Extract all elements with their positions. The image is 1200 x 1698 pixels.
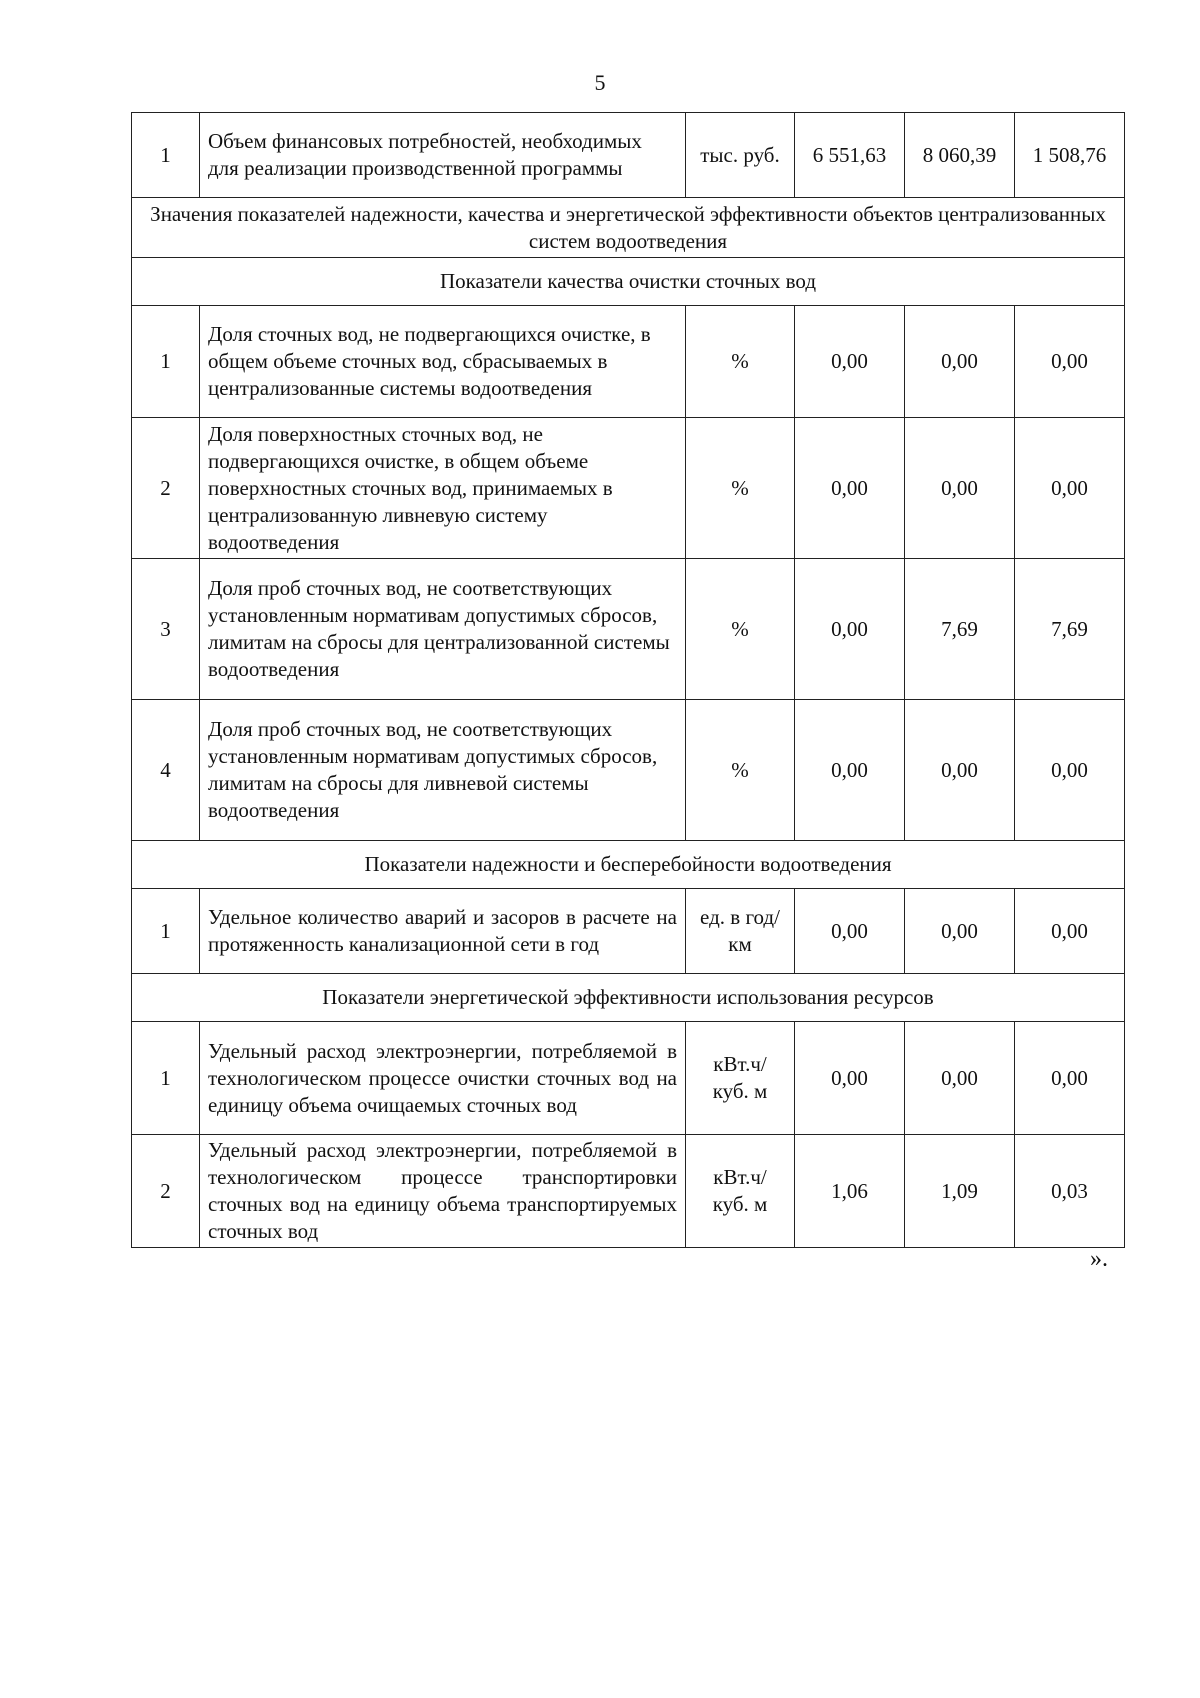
table-row [132, 559, 1125, 700]
table-row [132, 889, 1125, 974]
section-title: Показатели качества очистки сточных вод [132, 258, 1125, 306]
row-value-1: 0,00 [795, 700, 905, 841]
row-number: 1 [132, 306, 200, 418]
row-unit: кВт.ч/ куб. м [686, 1135, 795, 1248]
row-indicator-name: Удельный расход электроэнергии, потребляемой в технологическом процессе транспортировки сточных вод на единицу объема транспортируемых сточных вод [200, 1135, 686, 1248]
row-unit: тыс. руб. [686, 113, 795, 198]
row-indicator-name: Доля сточных вод, не подвергающихся очистке, в общем объеме сточных вод, сбрасываемых в централизованные системы водоотведения [200, 306, 686, 418]
row-number: 2 [132, 418, 200, 559]
page-number: 5 [594, 70, 606, 95]
row-indicator-name: Удельное количество аварий и засоров в расчете на протяженность канализационной сети в год [200, 889, 686, 974]
section-title: Показатели энергетической эффективности использования ресурсов [132, 974, 1125, 1022]
row-value-2: 1,09 [905, 1135, 1015, 1248]
row-value-2: 7,69 [905, 559, 1015, 700]
row-indicator-name: Удельный расход электроэнергии, потребляемой в технологическом процессе очистки сточных вод на единицу объема очищаемых сточных вод [200, 1022, 686, 1135]
row-indicator-name: Доля поверхностных сточных вод, не подвергающихся очистке, в общем объеме поверхностных сточных вод, принимаемых в централизованную ливневую систему водоотведения [200, 418, 686, 559]
row-value-1: 0,00 [795, 1022, 905, 1135]
row-value-2: 0,00 [905, 700, 1015, 841]
row-value-3: 0,00 [1015, 1022, 1125, 1135]
row-value-3: 0,00 [1015, 889, 1125, 974]
row-unit: ед. в год/ км [686, 889, 795, 974]
row-value-3: 0,03 [1015, 1135, 1125, 1248]
row-number: 4 [132, 700, 200, 841]
section-row [132, 258, 1125, 306]
table-row [132, 418, 1125, 559]
row-value-2: 0,00 [905, 889, 1015, 974]
row-number: 1 [132, 113, 200, 198]
row-unit: кВт.ч/ куб. м [686, 1022, 795, 1135]
row-value-2: 0,00 [905, 1022, 1015, 1135]
row-value-1: 1,06 [795, 1135, 905, 1248]
row-value-2: 8 060,39 [905, 113, 1015, 198]
heading-row [132, 198, 1125, 258]
row-unit: % [686, 306, 795, 418]
row-value-1: 0,00 [795, 306, 905, 418]
section-row [132, 974, 1125, 1022]
row-value-3: 1 508,76 [1015, 113, 1125, 198]
row-number: 2 [132, 1135, 200, 1248]
closing-quote-mark: ». [1090, 1246, 1108, 1272]
row-value-2: 0,00 [905, 418, 1015, 559]
row-value-3: 7,69 [1015, 559, 1125, 700]
row-indicator-name: Доля проб сточных вод, не соответствующих установленным нормативам допустимых сбросов, лимитам на сбросы для централизованной системы водоотведения [200, 559, 686, 700]
row-value-1: 6 551,63 [795, 113, 905, 198]
row-value-3: 0,00 [1015, 700, 1125, 841]
row-value-3: 0,00 [1015, 418, 1125, 559]
row-unit: % [686, 559, 795, 700]
row-value-1: 0,00 [795, 559, 905, 700]
row-value-1: 0,00 [795, 418, 905, 559]
indicators-table [131, 112, 1125, 1248]
row-number: 1 [132, 889, 200, 974]
row-value-2: 0,00 [905, 306, 1015, 418]
table-row [132, 113, 1125, 198]
main-heading: Значения показателей надежности, качества и энергетической эффективности объектов централизованных систем водоотведения [132, 198, 1125, 258]
row-indicator-name: Объем финансовых потребностей, необходимых для реализации производственной программы [200, 113, 686, 198]
row-value-1: 0,00 [795, 889, 905, 974]
section-row [132, 841, 1125, 889]
row-unit: % [686, 418, 795, 559]
row-unit: % [686, 700, 795, 841]
row-indicator-name: Доля проб сточных вод, не соответствующих установленным нормативам допустимых сбросов, лимитам на сбросы для ливневой системы водоотведения [200, 700, 686, 841]
table-row [132, 1135, 1125, 1248]
table-row [132, 700, 1125, 841]
table-row [132, 1022, 1125, 1135]
table-row [132, 306, 1125, 418]
row-value-3: 0,00 [1015, 306, 1125, 418]
section-title: Показатели надежности и бесперебойности водоотведения [132, 841, 1125, 889]
row-number: 1 [132, 1022, 200, 1135]
row-number: 3 [132, 559, 200, 700]
